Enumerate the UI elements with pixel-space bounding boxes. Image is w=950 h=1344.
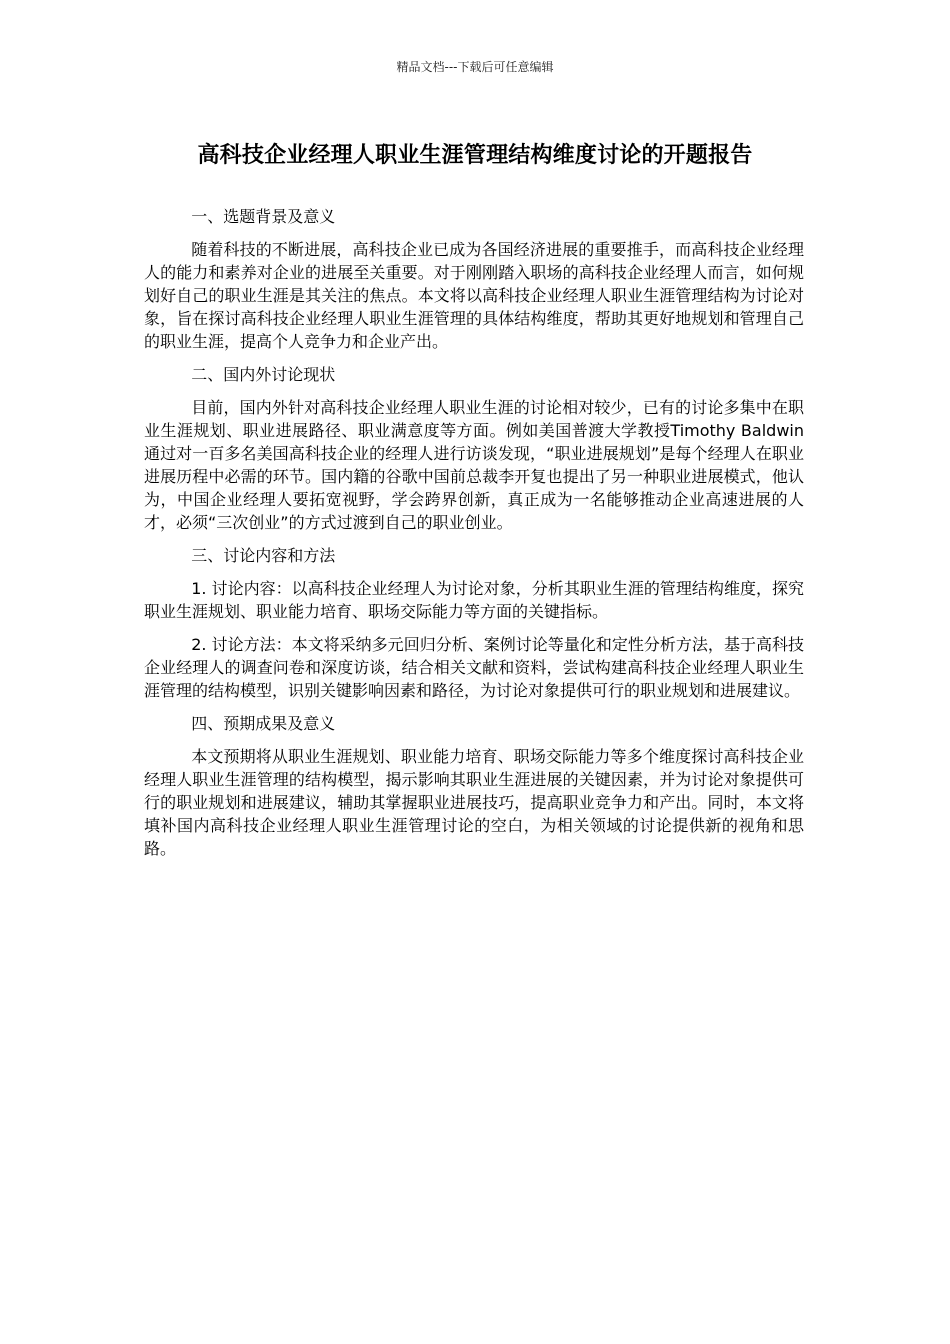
paragraph-research-content: 1. 讨论内容：以高科技企业经理人为讨论对象，分析其职业生涯的管理结构维度，探究职业生涯规划、职业能力培育、职场交际能力等方面的关键指标。 — [144, 579, 804, 621]
section-heading-research-status: 二、国内外讨论现状 — [191, 365, 336, 384]
paragraph-background: 随着科技的不断进展，高科技企业已成为各国经济进展的重要推手，而高科技企业经理人的能力和素养对企业的进展至关重要。对于刚刚踏入职场的高科技企业经理人而言，如何规划好自己的职业生涯是其关注的焦点。本文将以高科技企业经理人职业生涯管理结构为讨论对象，旨在探讨高科技企业经理人职业生涯管理的具体结构维度，帮助其更好地规划和管理自己的职业生涯，提高个人竞争力和企业产出。 — [144, 240, 804, 351]
paragraph-research-status: 目前，国内外针对高科技企业经理人职业生涯的讨论相对较少，已有的讨论多集中在职业生涯规划、职业进展路径、职业满意度等方面。例如美国普渡大学教授Timothy Baldwin通过对一百多名美国高科技企业的经理人进行访谈发现，“职业进展规划”是每个经理人在职业进展历程中必需的环节。国内籍的谷歌中国前总裁李开复也提出了另一种职业进展模式，他认为，中国企业经理人要拓宽视野，学会跨界创新，真正成为一名能够推动企业高速进展的人才，必须“三次创业”的方式过渡到自己的职业创业。 — [144, 398, 804, 532]
paragraph-expected-results: 本文预期将从职业生涯规划、职业能力培育、职场交际能力等多个维度探讨高科技企业经理人职业生涯管理的结构模型，揭示影响其职业生涯进展的关键因素，并为讨论对象提供可行的职业规划和进展建议，辅助其掌握职业进展技巧，提高职业竞争力和产出。同时，本文将填补国内高科技企业经理人职业生涯管理讨论的空白，为相关领域的讨论提供新的视角和思路。 — [144, 747, 804, 858]
paragraph-research-methods: 2. 讨论方法：本文将采纳多元回归分析、案例讨论等量化和定性分析方法，基于高科技企业经理人的调查问卷和深度访谈，结合相关文献和资料，尝试构建高科技企业经理人职业生涯管理的结构模型，识别关键影响因素和路径，为讨论对象提供可行的职业规划和进展建议。 — [144, 635, 804, 700]
section-heading-background: 一、选题背景及意义 — [191, 207, 336, 226]
document-body — [144, 205, 804, 870]
section-heading-content-methods: 三、讨论内容和方法 — [191, 546, 336, 565]
section-heading-expected-results: 四、预期成果及意义 — [191, 714, 336, 733]
document-title: 高科技企业经理人职业生涯管理结构维度讨论的开题报告 — [197, 143, 753, 168]
page-header: 精品文档---下载后可任意编辑 — [396, 60, 554, 74]
